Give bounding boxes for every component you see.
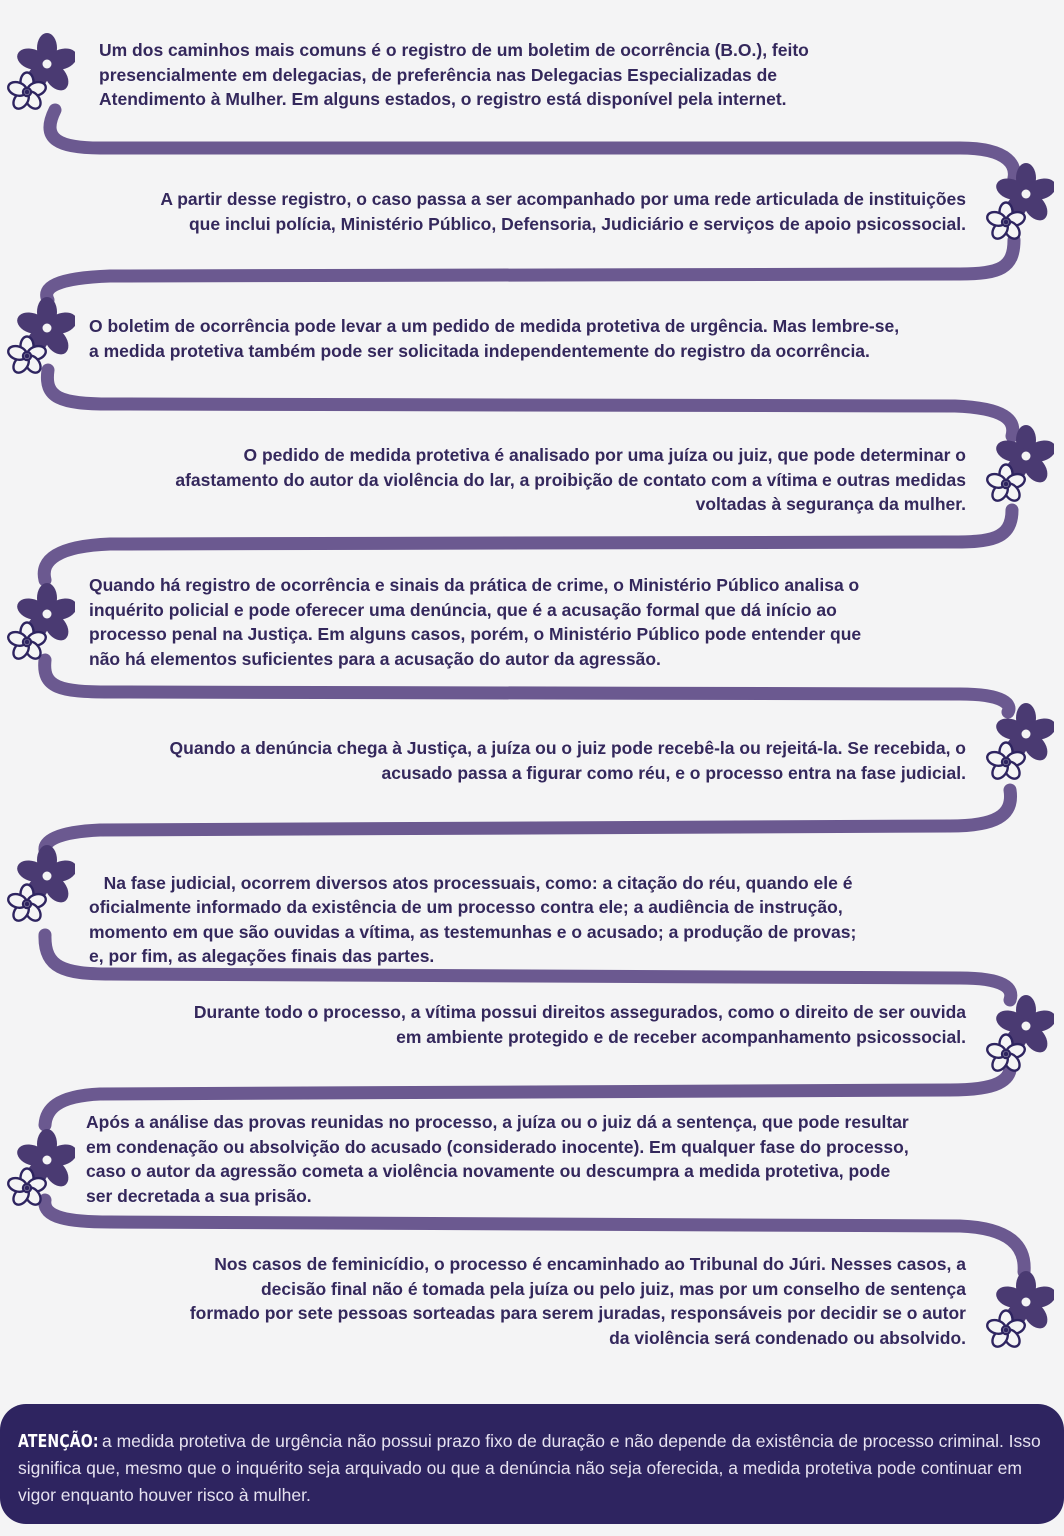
- flower-icon: [982, 160, 1054, 250]
- step-text-10: Nos casos de feminicídio, o processo é encaminhado ao Tribunal do Júri. Nesses casos, a decisão final não é tomada pela juíza ou pelo juiz, mas por um conselho de sentença formado por sete pessoas sorteadas para serem juradas, responsáveis por decidir se o autor da violência será condenado ou absolvido.: [189, 1254, 966, 1348]
- step-text-3: O boletim de ocorrência pode levar a um pedido de medida protetiva de urgência. Mas lembre-se, a medida protetiva também pode ser solicitada independentemente do registro da ocorrência.: [89, 316, 900, 361]
- step-text-6: Quando a denúncia chega à Justiça, a juíza ou o juiz pode recebê-la ou rejeitá-la. Se recebida, o acusado passa a figurar como réu, e o processo entra na fase judicial.: [169, 738, 966, 783]
- flower-icon: [3, 1126, 75, 1216]
- step-text-2: A partir desse registro, o caso passa a ser acompanhado por uma rede articulada de instituições que inclui polícia, Ministério Público, Defensoria, Judiciário e serviços de apoio psicossocial.: [160, 189, 966, 234]
- step-text-9: Após a análise das provas reunidas no processo, a juíza ou o juiz dá a sentença, que pode resultar em condenação ou absolvição do acusado (considerado inocente). Em qualquer fase do processo, caso o autor da agressão cometa a violência novamente ou descumpra a medida protetiva, pode ser decretada a sua prisão.: [86, 1112, 909, 1206]
- flower-icon: [3, 842, 75, 932]
- flower-icon: [3, 30, 75, 120]
- attention-text: a medida protetiva de urgência não possui prazo fixo de duração e não depende da existência de processo criminal. Isso significa que, mesmo que o inquérito seja arquivado ou que a denúncia não seja oferecida, a medida protetiva pode continuar em vigor enquanto houver risco à mulher.: [18, 1431, 1041, 1505]
- step-text-1: Um dos caminhos mais comuns é o registro de um boletim de ocorrência (B.O.), feito presencialmente em delegacias, de preferência nas Delegacias Especializadas de Atendimento à Mulher. Em alguns estados, o registro está disponível pela internet.: [99, 40, 809, 109]
- attention-label: ATENÇÃO:: [18, 1431, 99, 1452]
- step-text-8: Durante todo o processo, a vítima possui direitos assegurados, como o direito de ser ouvida em ambiente protegido e de receber acompanhamento psicossocial.: [193, 1002, 966, 1047]
- flower-icon: [982, 1268, 1054, 1358]
- flower-icon: [982, 422, 1054, 512]
- flower-icon: [982, 700, 1054, 790]
- flower-icon: [3, 580, 75, 670]
- attention-note: [0, 1404, 1064, 1524]
- flower-icon: [982, 992, 1054, 1082]
- step-text-4: O pedido de medida protetiva é analisado por uma juíza ou juiz, que pode determinar o afastamento do autor da violência do lar, a proibição de contato com a vítima e outras medidas voltadas à segurança da mulher.: [175, 445, 966, 514]
- step-text-7: Na fase judicial, ocorrem diversos atos processuais, como: a citação do réu, quando ele é oficialmente informado da existência de um processo contra ele; a audiência de instrução, momento em que são ouvidas a vítima, as testemunhas e o acusado; a produção de provas; e, por fim, as alegações finais das partes.: [89, 872, 857, 966]
- step-text-5: Quando há registro de ocorrência e sinais da prática de crime, o Ministério Público analisa o inquérito policial e pode oferecer uma denúncia, que é a acusação formal que dá início ao processo penal na Justiça. Em alguns casos, porém, o Ministério Público pode entender que não há elementos suficientes para a acusação do autor da agressão.: [89, 575, 862, 669]
- flower-icon: [3, 294, 75, 384]
